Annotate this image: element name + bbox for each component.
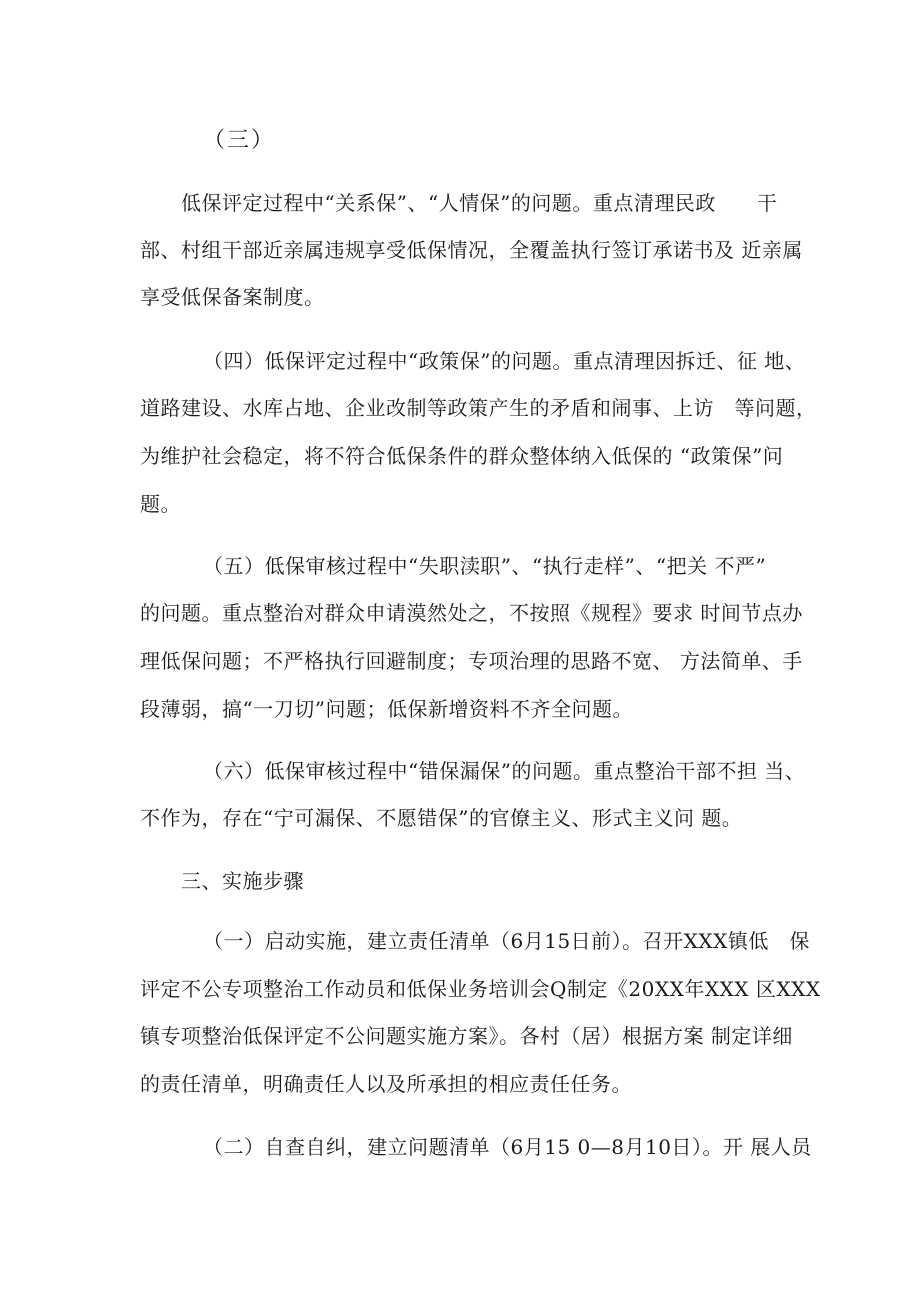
para-4-line-2: 道路建设、水库占地、企业改制等政策产生的矛盾和闹事、上访 等问题，	[140, 396, 817, 420]
para-5-line-2: 的问题。重点整治对群众申请漠然处之，不按照《规程》要求 时间节点办	[140, 601, 803, 625]
para-4-line-3: 为维护社会稳定，将不符合低保条件的群众整体纳入低保的 “政策保”问	[140, 444, 784, 468]
step-1-line-4: 的责任清单，明确责任人以及所承担的相应责任任务。	[140, 1072, 632, 1096]
step-1-line-2: 评定不公专项整治工作动员和低保业务培训会Q制定《20XX年XXX 区XXX	[140, 977, 821, 1001]
step-2-line-1: （二）自查自纠，建立问题清单（6月15 0—8月10日）。开 展人员	[203, 1135, 812, 1159]
para-3-line-1: 低保评定过程中“关系保”、“人情保”的问题。重点清理民政 干	[181, 191, 778, 215]
para-4-line-4: 题。	[140, 492, 181, 516]
para-5-line-4: 段薄弱，搞“一刀切”问题；低保新增资料不齐全问题。	[140, 697, 633, 721]
para-4-line-1: （四）低保评定过程中“政策保”的问题。重点清理因拆迁、征 地、	[203, 349, 806, 373]
para-5-line-1: （五）低保审核过程中“失职渎职”、“执行走样”、“把关 不严”	[203, 554, 767, 578]
para-5-line-3: 理低保问题；不严格执行回避制度；专项治理的思路不宽、 方法简单、手	[140, 649, 803, 673]
para-3-line-2: 部、村组干部近亲属违规享受低保情况，全覆盖执行签订承诺书及 近亲属	[140, 238, 803, 262]
step-1-line-3: 镇专项整治低保评定不公问题实施方案》。各村（居）根据方案 制定详细	[140, 1024, 793, 1048]
para-6-line-2: 不作为，存在“宁可漏保、不愿错保”的官僚主义、形式主义问 题。	[140, 806, 743, 830]
section-3-marker: （三）	[203, 128, 276, 153]
step-1-line-1: （一）启动实施，建立责任清单（6月15日前）。召开XXX镇低 保	[203, 929, 810, 953]
para-3-line-3: 享受低保备案制度。	[140, 285, 325, 309]
section-three-heading: 三、实施步骤	[181, 869, 304, 893]
para-6-line-1: （六）低保审核过程中“错保漏保”的问题。重点整治干部不担 当、	[203, 759, 806, 783]
